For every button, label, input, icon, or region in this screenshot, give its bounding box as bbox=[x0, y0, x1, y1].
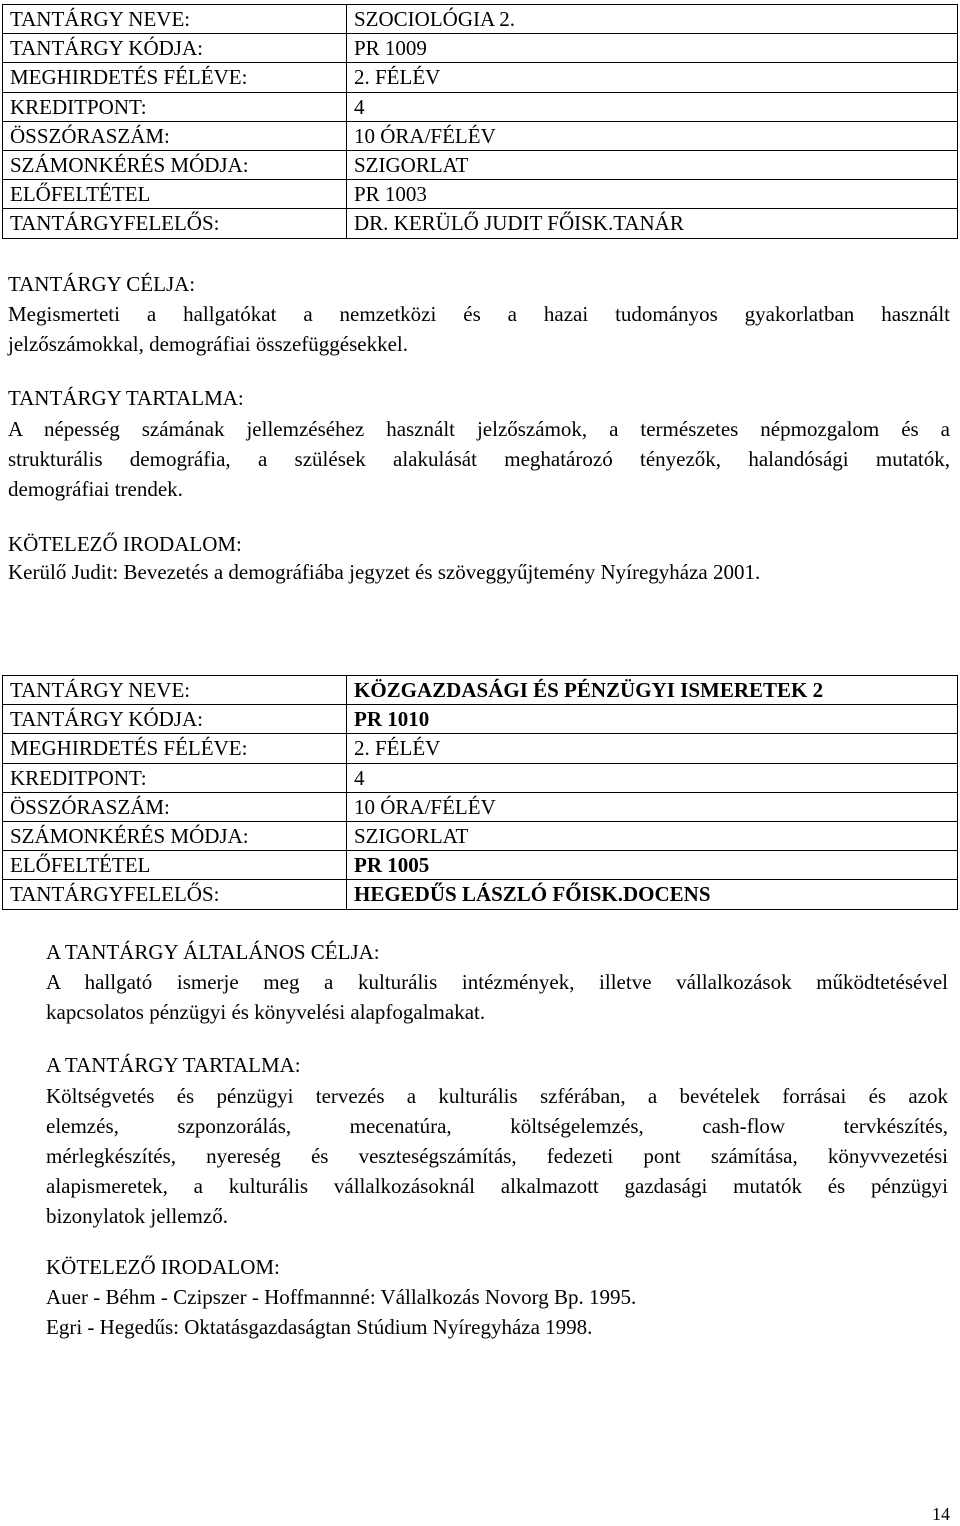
field-label: ELŐFELTÉTEL bbox=[3, 851, 347, 880]
course2-literature-heading: KÖTELEZŐ IRODALOM: bbox=[46, 1255, 280, 1279]
course1-content-heading: TANTÁRGY TARTALMA: bbox=[8, 386, 244, 410]
table-row bbox=[3, 763, 958, 792]
course1-literature-heading: KÖTELEZŐ IRODALOM: bbox=[8, 532, 242, 556]
course2-info-table bbox=[2, 675, 958, 910]
field-value: 10 ÓRA/FÉLÉV bbox=[347, 121, 958, 150]
table-row bbox=[3, 792, 958, 821]
table-row bbox=[3, 705, 958, 734]
course1-content-text bbox=[8, 414, 950, 504]
table-row bbox=[3, 150, 958, 179]
table-row bbox=[3, 92, 958, 121]
field-label: TANTÁRGYFELELŐS: bbox=[3, 209, 347, 238]
table-row bbox=[3, 209, 958, 238]
course1-goal-heading: TANTÁRGY CÉLJA: bbox=[8, 272, 196, 296]
text-line: Költségvetés és pénzügyi tervezés a kulturális szférában, a bevételek forrásai és azok bbox=[46, 1084, 948, 1108]
course2-literature-item: Auer - Béhm - Czipszer - Hoffmannné: Vállalkozás Novorg Bp. 1995. bbox=[46, 1285, 637, 1309]
field-label: TANTÁRGY NEVE: bbox=[3, 5, 347, 34]
field-value: SZIGORLAT bbox=[347, 150, 958, 179]
table-row bbox=[3, 121, 958, 150]
field-label: ÖSSZÓRASZÁM: bbox=[3, 121, 347, 150]
text-line: bizonylatok jellemző. bbox=[46, 1204, 228, 1228]
field-value: 2. FÉLÉV bbox=[347, 734, 958, 763]
course1-goal-text bbox=[8, 299, 950, 359]
field-value: SZIGORLAT bbox=[347, 821, 958, 850]
text-line: jelzőszámokkal, demográfiai összefüggésekkel. bbox=[8, 332, 409, 356]
field-value: SZOCIOLÓGIA 2. bbox=[347, 5, 958, 34]
field-value: 4 bbox=[347, 92, 958, 121]
text-line: alapismeretek, a kulturális vállalkozásoknál alkalmazott gazdasági mutatók és pénzügyi bbox=[46, 1174, 948, 1198]
field-label: TANTÁRGY NEVE: bbox=[3, 676, 347, 705]
table-row bbox=[3, 851, 958, 880]
course2-goal-heading: A TANTÁRGY ÁLTALÁNOS CÉLJA: bbox=[46, 940, 380, 964]
text-line: kapcsolatos pénzügyi és könyvelési alapfogalmakat. bbox=[46, 1000, 486, 1024]
table-row bbox=[3, 63, 958, 92]
table-row bbox=[3, 34, 958, 63]
field-label: KREDITPONT: bbox=[3, 92, 347, 121]
field-label: TANTÁRGY KÓDJA: bbox=[3, 34, 347, 63]
course2-literature-item: Egri - Hegedűs: Oktatásgazdaságtan Stúdium Nyíregyháza 1998. bbox=[46, 1315, 593, 1339]
table-row bbox=[3, 676, 958, 705]
table-row bbox=[3, 5, 958, 34]
field-value: PR 1010 bbox=[347, 705, 958, 734]
page-number: 14 bbox=[932, 1504, 950, 1524]
field-value: KÖZGAZDASÁGI ÉS PÉNZÜGYI ISMERETEK 2 bbox=[347, 676, 958, 705]
text-line: demográfiai trendek. bbox=[8, 477, 183, 501]
text-line: A népesség számának jellemzéséhez használt jelzőszámok, a természetes népmozgalom és a bbox=[8, 417, 950, 441]
field-label: TANTÁRGYFELELŐS: bbox=[3, 880, 347, 909]
field-value: DR. KERÜLŐ JUDIT FŐISK.TANÁR bbox=[347, 209, 958, 238]
field-label: SZÁMONKÉRÉS MÓDJA: bbox=[3, 821, 347, 850]
field-value: PR 1009 bbox=[347, 34, 958, 63]
field-label: MEGHIRDETÉS FÉLÉVE: bbox=[3, 734, 347, 763]
course1-literature-item: Kerülő Judit: Bevezetés a demográfiába jegyzet és szöveggyűjtemény Nyíregyháza 2001. bbox=[8, 560, 761, 584]
field-value: 2. FÉLÉV bbox=[347, 63, 958, 92]
course1-info-table bbox=[2, 4, 958, 239]
field-label: ÖSSZÓRASZÁM: bbox=[3, 792, 347, 821]
course2-goal-text bbox=[46, 967, 948, 1027]
text-line: Megismerteti a hallgatókat a nemzetközi és a hazai tudományos gyakorlatban használt bbox=[8, 302, 950, 326]
field-value: 10 ÓRA/FÉLÉV bbox=[347, 792, 958, 821]
field-label: SZÁMONKÉRÉS MÓDJA: bbox=[3, 150, 347, 179]
field-value: PR 1003 bbox=[347, 180, 958, 209]
field-value: 4 bbox=[347, 763, 958, 792]
field-label: KREDITPONT: bbox=[3, 763, 347, 792]
table-row bbox=[3, 880, 958, 909]
text-line: A hallgató ismerje meg a kulturális intézmények, illetve vállalkozások működtetésével bbox=[46, 970, 948, 994]
text-line: mérlegkészítés, nyereség és veszteségszámítás, fedezeti pont számítása, könyvvezetési bbox=[46, 1144, 948, 1168]
field-label: TANTÁRGY KÓDJA: bbox=[3, 705, 347, 734]
table-row bbox=[3, 734, 958, 763]
table-row bbox=[3, 180, 958, 209]
field-value: PR 1005 bbox=[347, 851, 958, 880]
field-value: HEGEDŰS LÁSZLÓ FŐISK.DOCENS bbox=[347, 880, 958, 909]
table-row bbox=[3, 821, 958, 850]
field-label: MEGHIRDETÉS FÉLÉVE: bbox=[3, 63, 347, 92]
field-label: ELŐFELTÉTEL bbox=[3, 180, 347, 209]
course2-content-heading: A TANTÁRGY TARTALMA: bbox=[46, 1053, 301, 1077]
course2-content-text bbox=[46, 1081, 948, 1231]
text-line: strukturális demográfia, a szülések alakulását meghatározó tényezők, halandósági mutatók, bbox=[8, 447, 950, 471]
text-line: elemzés, szponzorálás, mecenatúra, költségelemzés, cash-flow tervkészítés, bbox=[46, 1114, 948, 1138]
